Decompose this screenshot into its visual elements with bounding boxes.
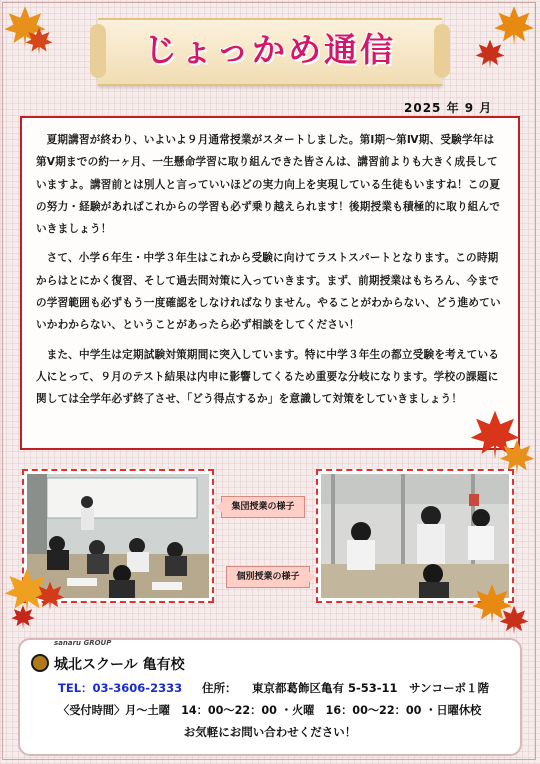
group-label: sanaru GROUP (54, 639, 112, 647)
article-paragraph: また、中学生は定期試験対策期間に突入しています。特に中学３年生の都立受験を考えている人にとって、９月のテスト結果は内申に影響してくるため重要な分岐になります。学校の課題に関しては全学年必ず終了させ、「どう得点するか」を意識して対策をしていきましょう！ (36, 348, 500, 406)
contact-message: お気軽にお問い合わせください！ (183, 725, 357, 739)
article-paragraph: 夏期講習が終わり、いよいよ９月通常授業がスタートしました。第Ⅰ期～第Ⅳ期、受験学年は第Ⅴ期までの約一ヶ月、一生懸命学習に取り組んできた皆さんは、講習前よりも大きく成長していますよ。講習前とは別人と言っていいほどの実力向上を実現している生徒もいますね！この夏の努力・経験があればこれからの学習も必ず乗り越えられます！後期授業も積極的に取り組んでいきましょう！ (36, 134, 501, 236)
maple-leaf-icon (10, 604, 36, 630)
newsletter-title: じょっかめ通信 (144, 30, 396, 69)
group-class-caption: 集団授業の様子 (221, 496, 305, 518)
article-paragraph: さて、小学６年生・中学３年生はこれから受験に向けてラストスパートとなります。この時期からはとにかく復習、そして過去問対策に入っていきます。まず、前期授業はもちろん、今までの学習範囲も必ずもう一度確認をしなければなりません。やることがわからない、どう進めていいかわからない、ということがあったら必ず相談をしてください！ (36, 252, 501, 332)
school-name: 城北スクール 亀有校 (54, 657, 185, 673)
reception-hours: 〈受付時間〉月～土曜 14：00～22：00 ・火曜 16：00～22：00 ・日曜休校 (58, 704, 482, 717)
issue-date: 2025 年 9 月 (404, 101, 493, 115)
title-banner (98, 18, 442, 82)
school-logo-icon (31, 654, 49, 672)
address: 東京都葛飾区亀有 5-53-11 サンコーポ１階 (252, 681, 489, 695)
phone-number[interactable]: TEL：03-3606-2333 (58, 681, 183, 695)
article-box (20, 116, 520, 450)
maple-leaf-icon (498, 604, 530, 636)
address-label: 住所： (202, 681, 237, 695)
individual-class-caption: 個別授業の様子 (226, 566, 310, 588)
maple-leaf-icon (24, 26, 54, 56)
school-info-footer (18, 638, 522, 756)
maple-leaf-icon (474, 38, 506, 70)
maple-leaf-icon (34, 580, 66, 612)
